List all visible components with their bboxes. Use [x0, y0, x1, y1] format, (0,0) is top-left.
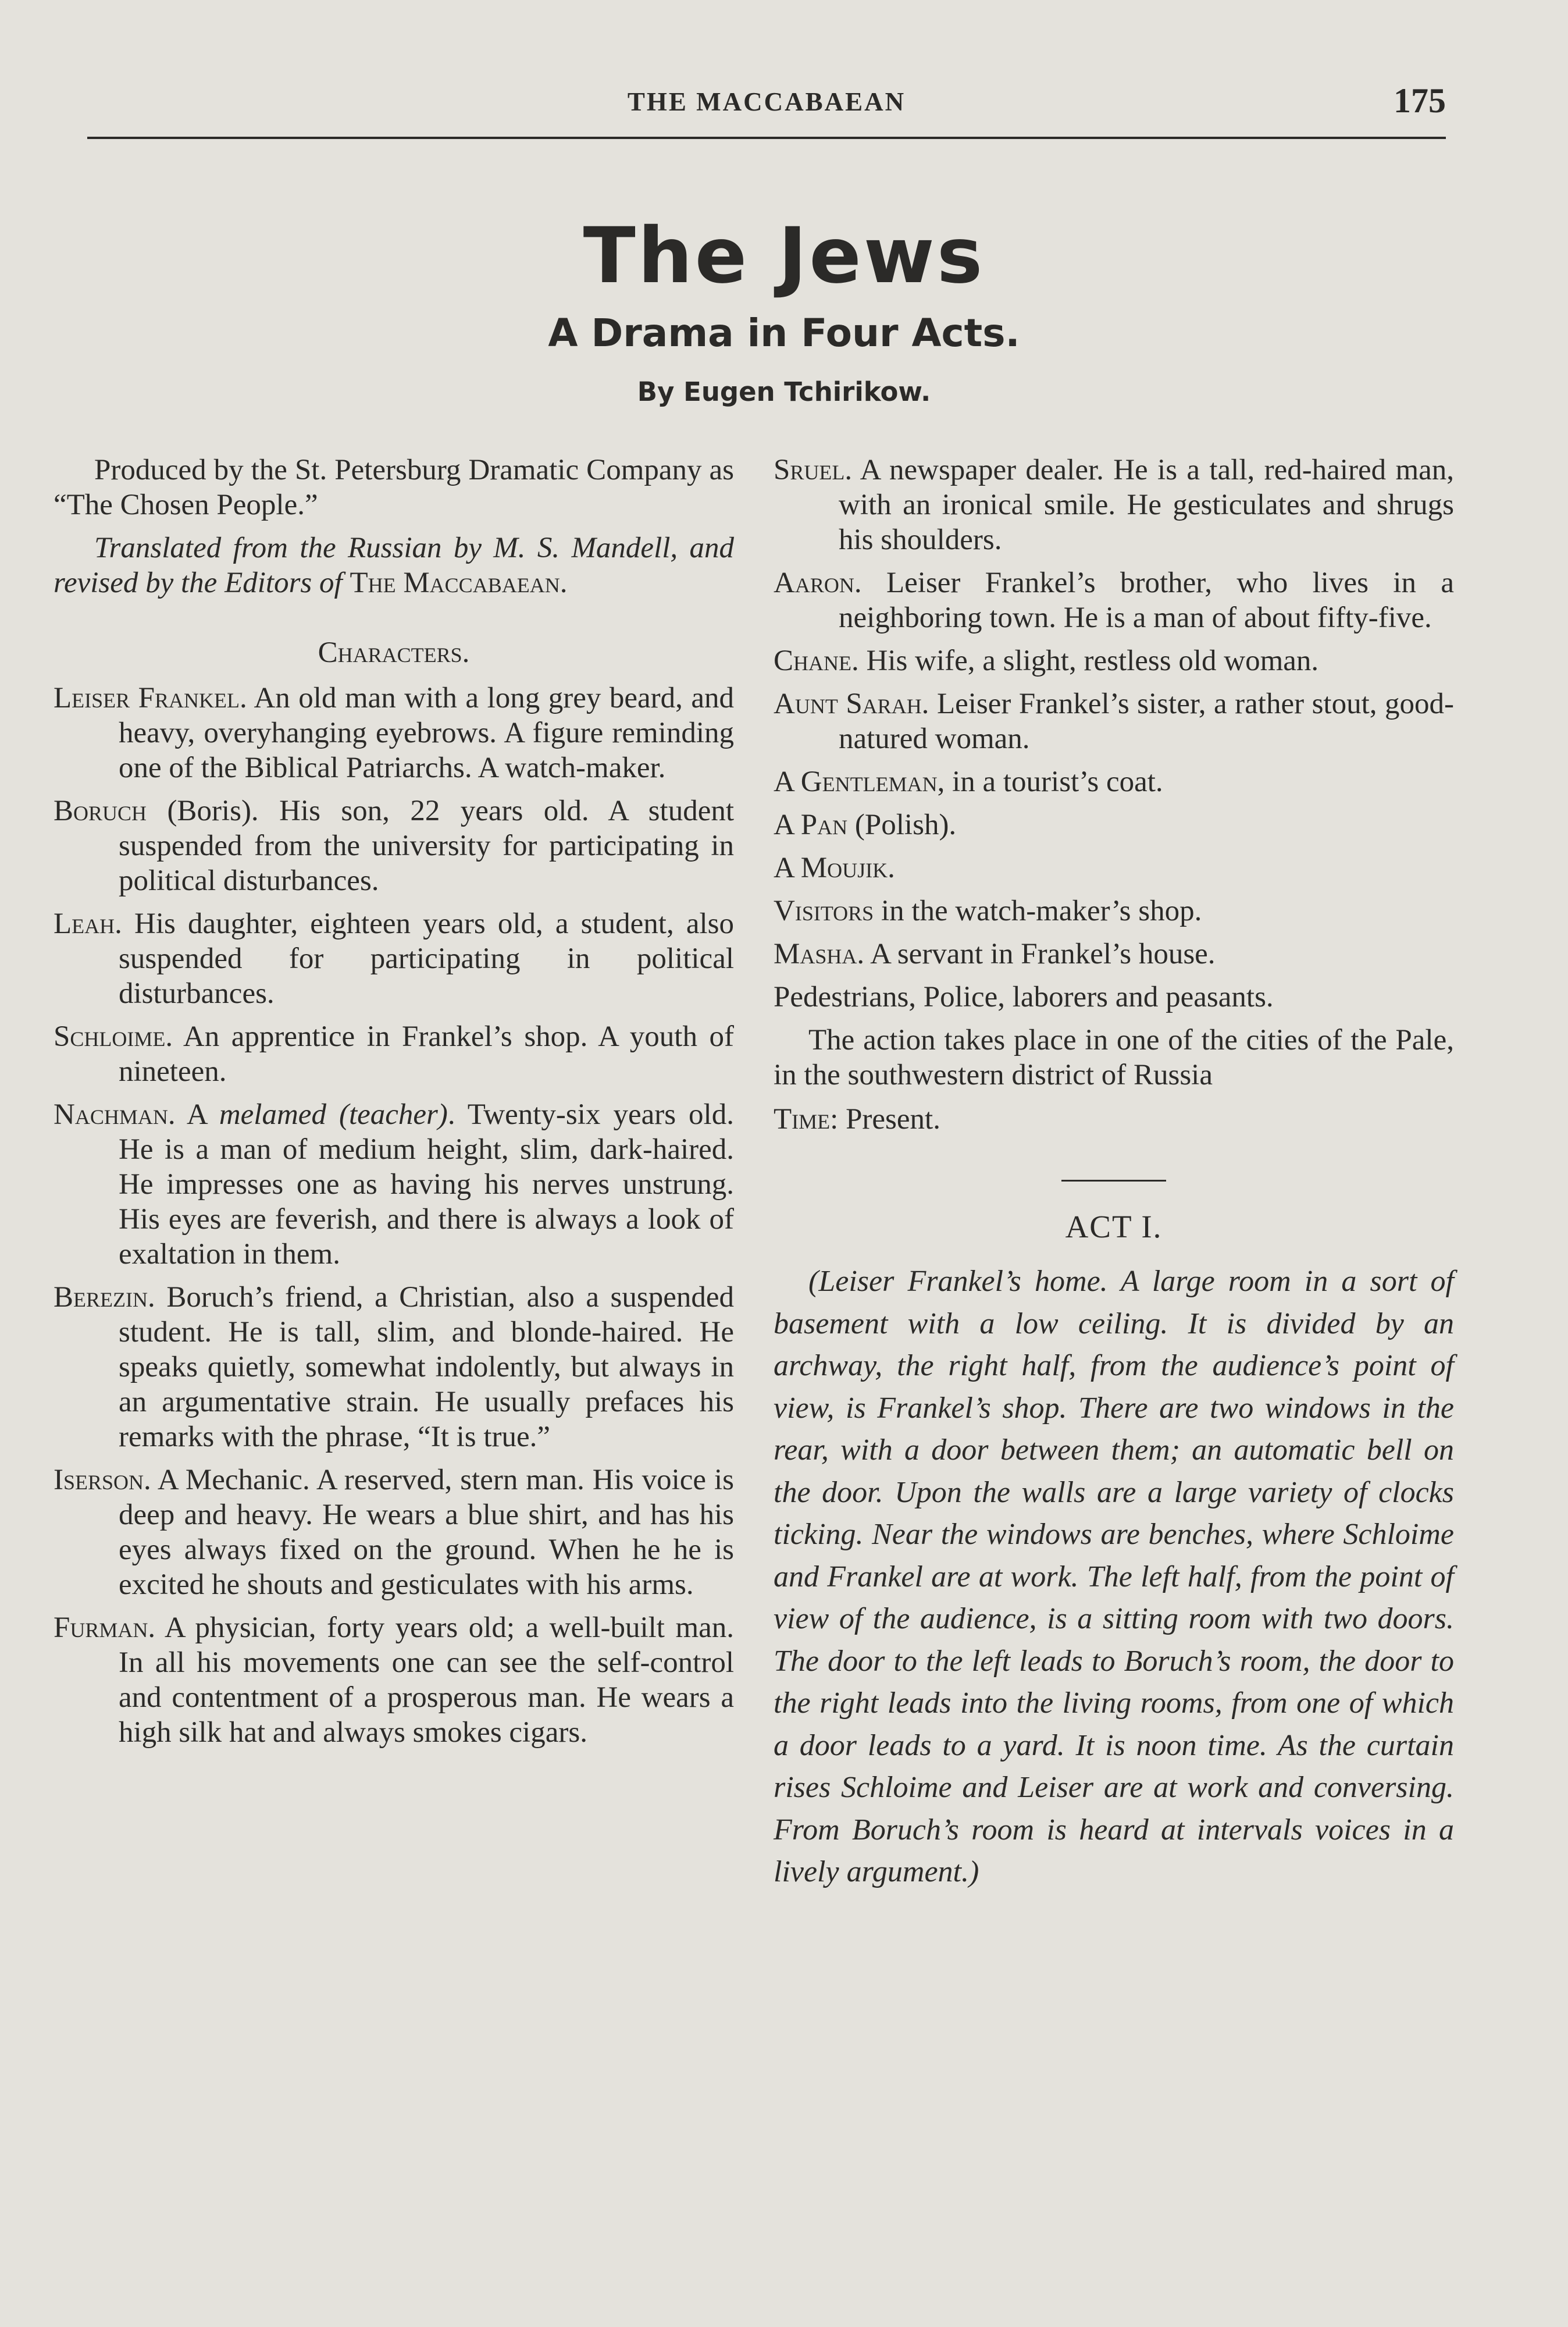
act-heading: ACT I. [1065, 1209, 1163, 1244]
character-name: Sruel. [774, 454, 853, 486]
minor-character [774, 851, 1454, 885]
minor-character [774, 807, 1454, 842]
journal-name: The Maccabaean. [350, 567, 568, 599]
character-description: His daughter, eighteen years old, a student, also suspended for participating in political disturbances. [119, 908, 734, 1010]
play-subtitle: A Drama in Four Acts. [548, 311, 1020, 355]
character-description: (Boris). His son, 22 years old. A student suspended from the university for participating in political disturbances. [119, 795, 734, 897]
character-description: An old man with a long grey beard, and heavy, overyhanging eyebrows. A figure reminding one of the Biblical Patriarchs. A watch-maker. [119, 682, 734, 784]
minor-description: (Polish). [854, 809, 957, 841]
character-description: A physician, forty years old; a well-built man. In all his movements one can see the self-control and contentment of a prosperous man. He wears a high silk hat and always smokes cigars. [119, 1611, 734, 1749]
character-entry [774, 565, 1454, 635]
setting-paragraph: The action takes place in one of the cities of the Pale, in the southwestern district of Russia [774, 1024, 1454, 1091]
character-name: Leiser Frankel. [54, 682, 247, 714]
character-description-italic: melamed (teacher) [219, 1098, 448, 1131]
byline: By Eugen Tchirikow. [637, 376, 931, 407]
play-title: The Jews [583, 211, 985, 301]
journal-title: THE MACCABAEAN [627, 87, 906, 116]
left-column [54, 453, 734, 1758]
character-entry [54, 1019, 734, 1089]
character-name: Aaron. [774, 567, 862, 599]
translation-text: Translated from the Russian by M. S. Mandell, and revised by the Editors of [54, 532, 734, 599]
character-entry [774, 686, 1454, 756]
character-name: Boruch [54, 795, 147, 827]
character-entry [54, 1097, 734, 1272]
minor-prefix: A [774, 809, 801, 841]
minor-description: in a tourist’s coat. [952, 766, 1163, 798]
page-number: 175 [1394, 81, 1446, 120]
character-name: Berezin. [54, 1281, 155, 1314]
character-entry [54, 681, 734, 785]
running-head [87, 79, 1446, 139]
character-name: Nachman. [54, 1098, 176, 1131]
minor-name: Visitors [774, 895, 874, 927]
character-description: A newspaper dealer. He is a tall, red-haired man, with an ironical smile. He gesticulates and shrugs his shoulders. [839, 454, 1455, 556]
character-description: His wife, a slight, restless old woman. [866, 645, 1319, 677]
title-block [0, 209, 1568, 410]
character-description: A Mechanic. A reserved, stern man. His voice is deep and heavy. He wears a blue shirt, and has his eyes always fixed on the ground. When he he is excited he shouts and gesticulates with his arms. [119, 1464, 734, 1601]
extras-line: Pedestrians, Police, laborers and peasants. [774, 981, 1274, 1013]
character-description: Leiser Frankel’s brother, who lives in a neighboring town. He is a man of about fifty-five. [839, 567, 1454, 634]
character-description: Leiser Frankel’s sister, a rather stout, good-natured woman. [839, 688, 1454, 755]
production-note: Produced by the St. Petersburg Dramatic Company as “The Chosen People.” [54, 454, 734, 521]
character-entry [774, 453, 1454, 557]
character-name: Chane. [774, 645, 859, 677]
character-entry [54, 1280, 734, 1454]
character-name: Aunt Sarah. [774, 688, 929, 720]
minor-name: Gentleman, [800, 766, 945, 798]
minor-character [774, 894, 1454, 928]
translation-note [54, 531, 734, 600]
character-entry [54, 794, 734, 898]
character-description: An apprentice in Frankel’s shop. A youth of nineteen. [119, 1020, 734, 1088]
time-line [774, 1102, 1454, 1137]
character-name: Furman. [54, 1611, 156, 1644]
time-label: Time: [774, 1103, 839, 1136]
minor-prefix: A [774, 852, 801, 884]
minor-description: A servant in Frankel’s house. [870, 938, 1216, 970]
character-name: Leah. [54, 908, 122, 940]
stage-direction: (Leiser Frankel’s home. A large room in a sort of basement with a low ceiling. It is divided by an archway, the right half, from the audience’s point of view, is Frankel’s shop. There are two windows in the rear, with a door between them; an automatic bell on the door. Upon the walls are a large variety of clocks ticking. Near the windows are benches, where Schloime and Frankel are at work. The left half, from the point of view of the audience, is a sitting room with two doors. The door to the left leads to Boruch’s room, the door to the right leads into the living rooms, from one of which a door leads to a yard. It is noon time. As the curtain rises Schloime and Leiser are at work and conversing. From Boruch’s room is heard at intervals voices in a lively argument.) [774, 1265, 1454, 1888]
character-entry [54, 1610, 734, 1750]
minor-name: Moujik. [800, 852, 895, 884]
character-entry [54, 906, 734, 1011]
character-entry [54, 1463, 734, 1602]
character-description-prefix: A [186, 1098, 219, 1131]
character-description: . Twenty-six years old. He is a man of medium height, slim, dark-haired. He impresses one as having his nerves unstrung. His eyes are feverish, and there is always a look of exaltation in them. [119, 1098, 734, 1271]
minor-character [774, 937, 1454, 972]
minor-character [774, 764, 1454, 799]
character-entry [774, 643, 1454, 678]
character-name: Schloime. [54, 1020, 173, 1053]
time-value: Present. [846, 1103, 940, 1136]
minor-description: in the watch-maker’s shop. [881, 895, 1202, 927]
minor-prefix: A [774, 766, 801, 798]
character-name: Iserson. [54, 1464, 151, 1496]
minor-name: Pan [800, 809, 848, 841]
section-divider [1061, 1180, 1166, 1182]
character-description: Boruch’s friend, a Christian, also a suspended student. He is tall, slim, and blonde-haired. He speaks quietly, somewhat indolently, but always in an argumentative strain. He usually prefaces his remarks with the phrase, “It is true.” [119, 1281, 734, 1453]
right-column [774, 453, 1454, 1894]
characters-heading: Characters. [318, 636, 470, 669]
minor-name: Masha. [774, 938, 865, 970]
